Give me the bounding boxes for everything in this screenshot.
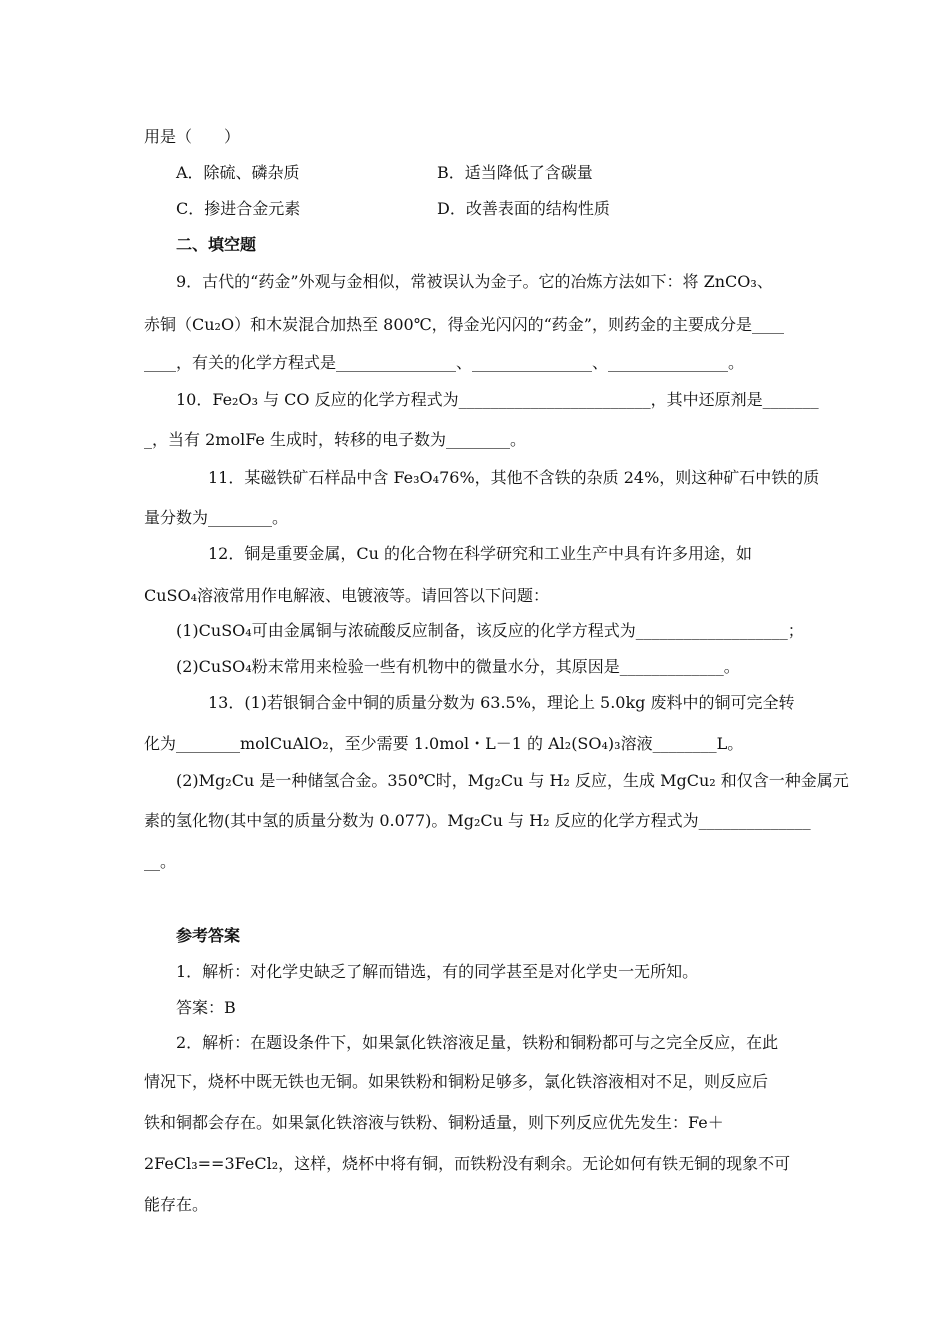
- section-fill-in-title: 二、填空题: [176, 235, 257, 254]
- q12-part-1: (1)CuSO₄可由金属铜与浓硫酸反应制备，该反应的化学方程式为___________________；: [176, 621, 804, 640]
- q8-option-d: D．改善表面的结构性质: [437, 199, 610, 218]
- q8-option-a: A．除硫、磷杂质: [176, 163, 300, 182]
- q10-line-2: _，当有 2molFe 生成时，转移的电子数为________。: [144, 430, 526, 449]
- q9-line-1: 9．古代的“药金”外观与金相似，常被误认为金子。它的冶炼方法如下：将 ZnCO₃、: [176, 272, 773, 291]
- answer-2-line-1: 2．解析：在题设条件下，如果氯化铁溶液足量，铁粉和铜粉都可与之完全反应，在此: [176, 1033, 779, 1052]
- q13-part-2-line-3: __。: [144, 852, 177, 871]
- q9-line-3: ____，有关的化学方程式是_______________、_______________、_______________。: [144, 353, 745, 372]
- q9-line-2: 赤铜（Cu₂O）和木炭混合加热至 800℃，得金光闪闪的“药金”，则药金的主要成分是____: [144, 315, 784, 334]
- q8-option-b: B．适当降低了含碳量: [437, 163, 593, 182]
- answer-1-analysis: 1．解析：对化学史缺乏了解而错选，有的同学甚至是对化学史一无所知。: [176, 962, 699, 981]
- q13-part-2-line-2: 素的氢化物(其中氢的质量分数为 0.077)。Mg₂Cu 与 H₂ 反应的化学方程式为______________: [144, 811, 811, 830]
- answer-2-line-3: 铁和铜都会存在。如果氯化铁溶液与铁粉、铜粉适量，则下列反应优先发生：Fe＋: [144, 1113, 724, 1132]
- q13-part-2-line-1: (2)Mg₂Cu 是一种储氢合金。350℃时，Mg₂Cu 与 H₂ 反应，生成 MgCu₂ 和仅含一种金属元: [176, 771, 849, 790]
- answer-2-line-4: 2FeCl₃==3FeCl₂，这样，烧杯中将有铜，而铁粉没有剩余。无论如何有铁无铜的现象不可: [144, 1154, 791, 1173]
- q12-part-2: (2)CuSO₄粉末常用来检验一些有机物中的微量水分，其原因是_____________。: [176, 657, 740, 676]
- answers-title: 参考答案: [176, 926, 241, 945]
- q8-option-c: C．掺进合金元素: [176, 199, 301, 218]
- q11-line-1: 11．某磁铁矿石样品中含 Fe₃O₄76%，其他不含铁的杂质 24%，则这种矿石中铁的质: [208, 468, 820, 487]
- q12-line-1: 12．铜是重要金属，Cu 的化合物在科学研究和工业生产中具有许多用途，如: [208, 544, 752, 563]
- answer-2-line-5: 能存在。: [144, 1195, 209, 1214]
- q10-line-1: 10．Fe₂O₃ 与 CO 反应的化学方程式为________________________，其中还原剂是_______: [176, 390, 819, 409]
- answer-2-line-2: 情况下，烧杯中既无铁也无铜。如果铁粉和铜粉足够多，氯化铁溶液相对不足，则反应后: [144, 1072, 769, 1091]
- q13-line-2: 化为________molCuAlO₂，至少需要 1.0mol・L－1 的 Al₂(SO₄)₃溶液________L。: [144, 734, 744, 753]
- q8-stem-continuation: 用是（ ）: [144, 127, 241, 146]
- answer-1-result: 答案：B: [176, 998, 236, 1017]
- q12-line-2: CuSO₄溶液常用作电解液、电镀液等。请回答以下问题：: [144, 586, 550, 605]
- q11-line-2: 量分数为________。: [144, 508, 289, 527]
- q13-line-1: 13．(1)若银铜合金中铜的质量分数为 63.5%，理论上 5.0kg 废料中的铜可完全转: [208, 693, 795, 712]
